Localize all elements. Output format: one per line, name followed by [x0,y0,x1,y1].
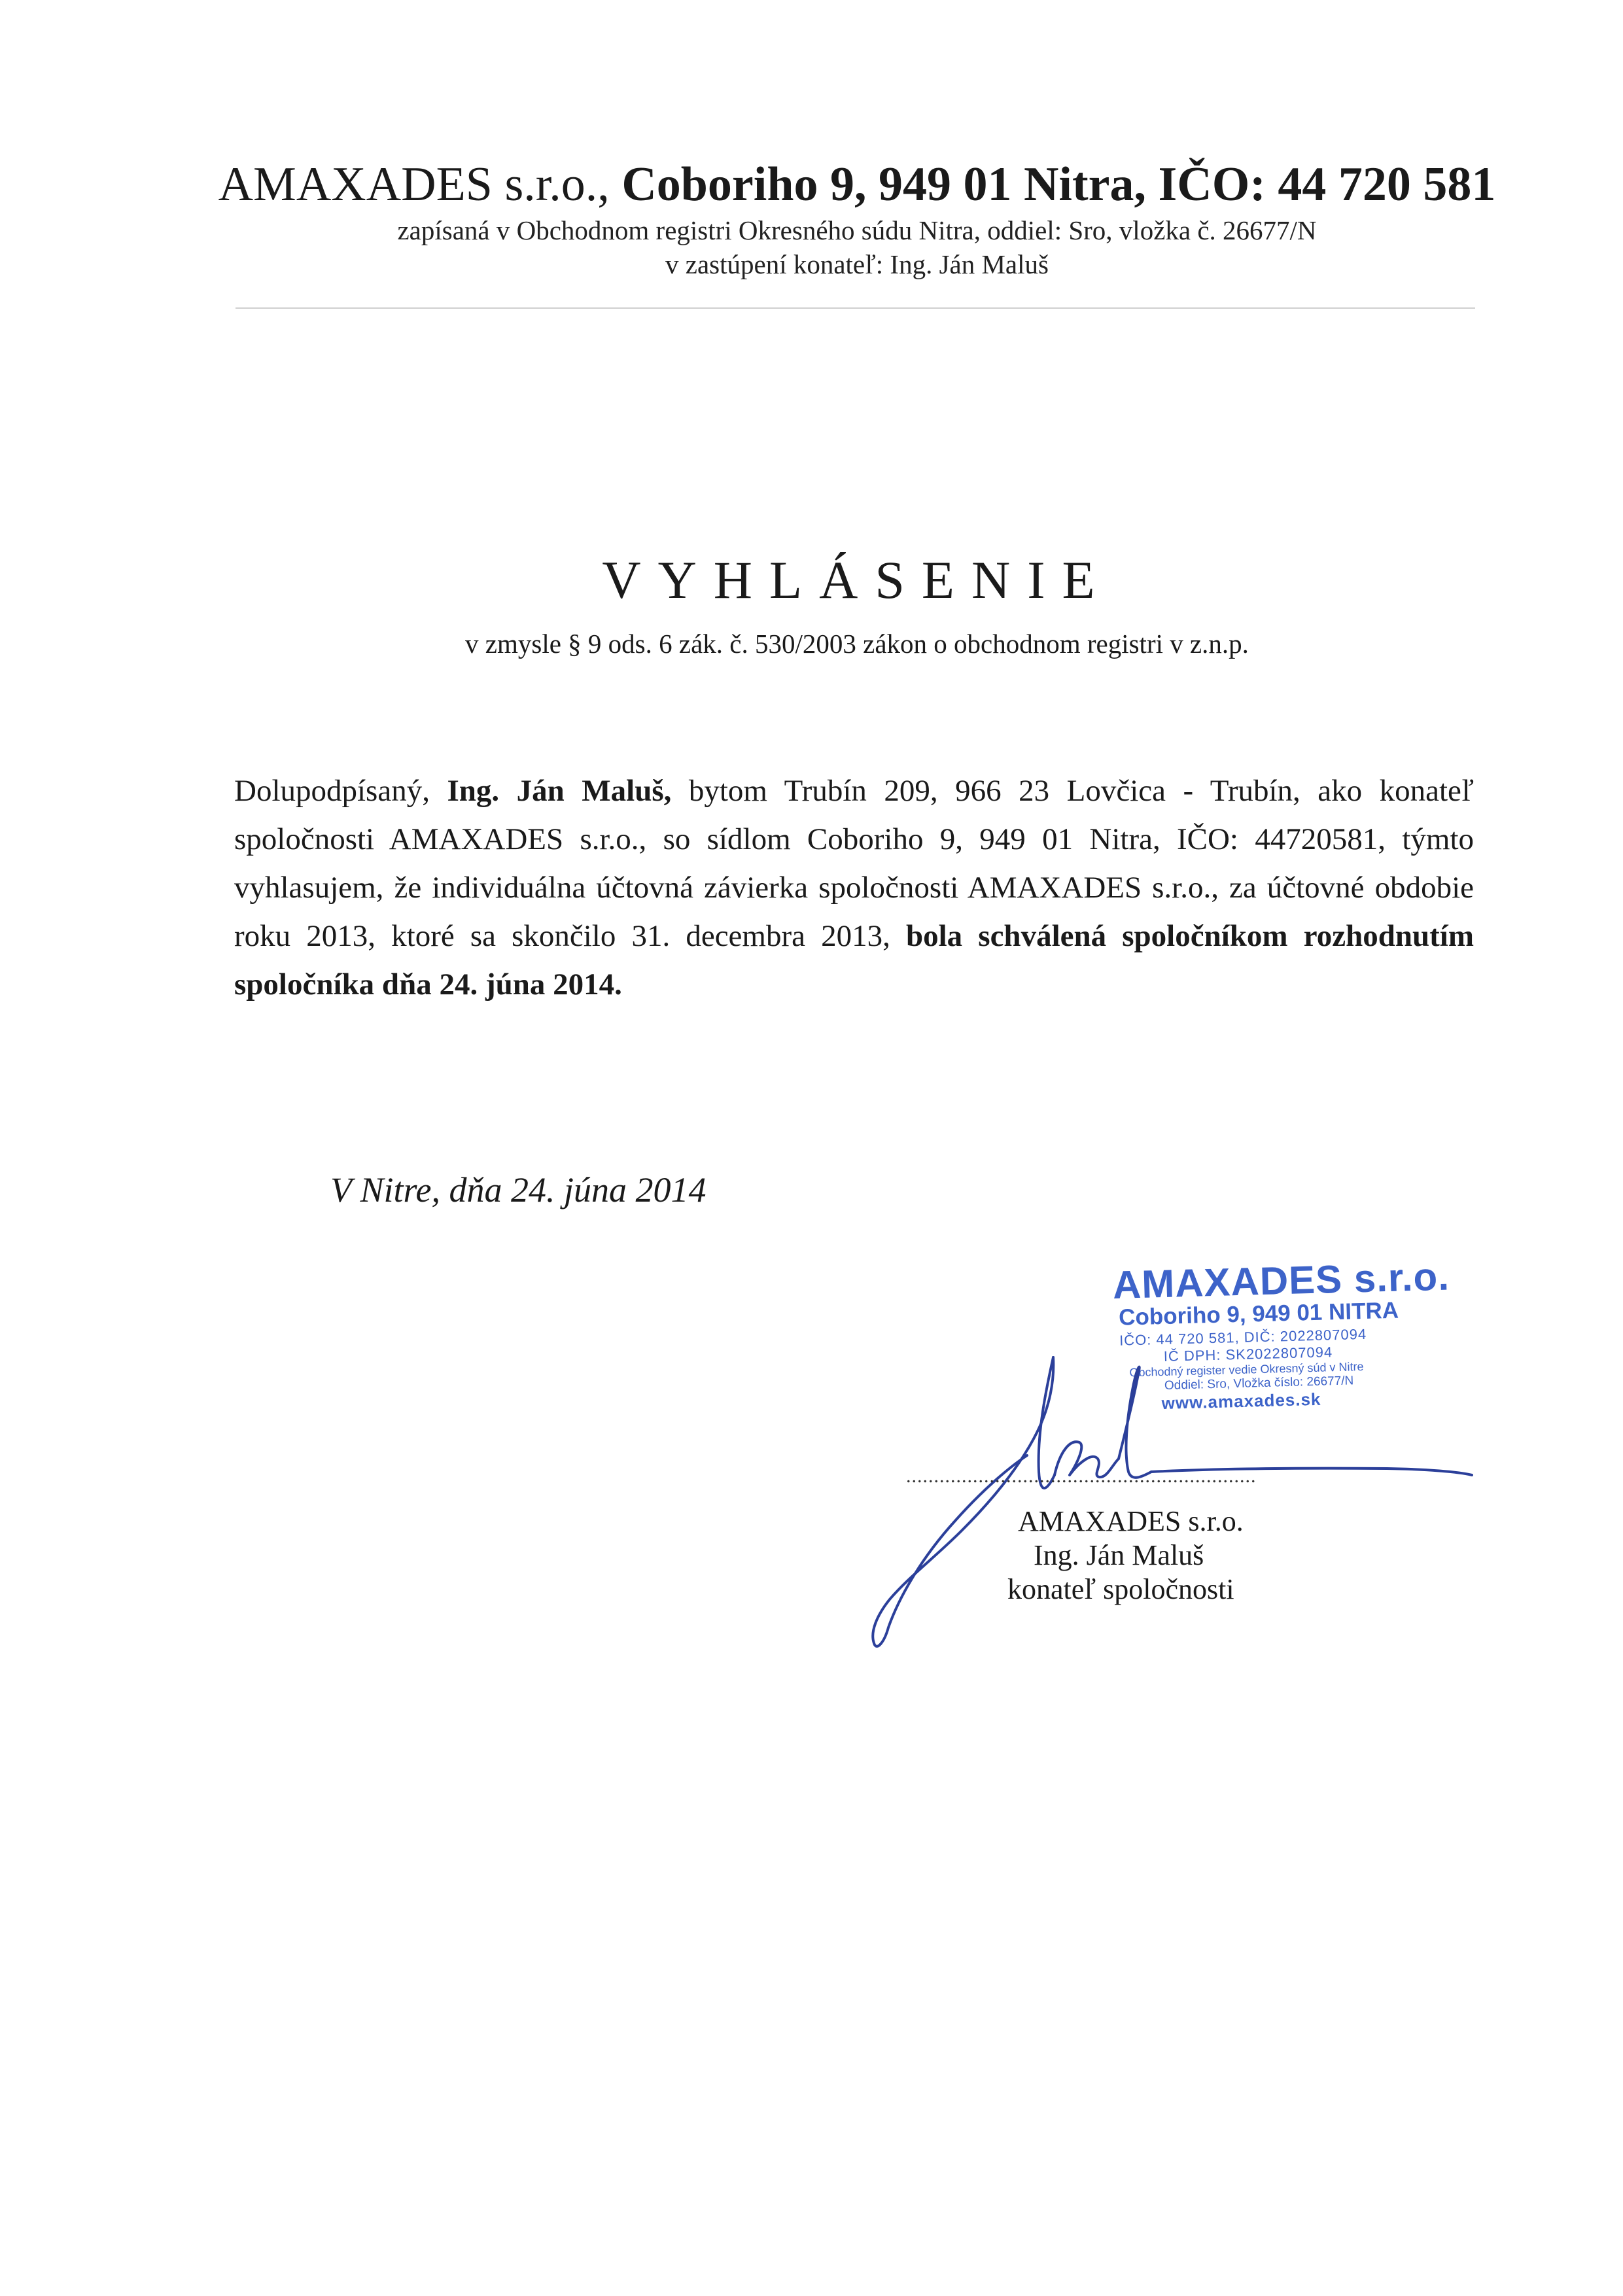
stamp-ids: IČO: 44 720 581, DIČ: 2022807094 [1119,1325,1367,1349]
declaration-approval: bola schválená spoločníkom rozhodnutím spoločníka dňa 24. júna 2014. [234,919,1474,1001]
letterhead-title [0,157,1623,213]
letterhead-company: AMAXADES s.r.o., [218,158,610,211]
declaration-signatory: Ing. Ján Maluš, [447,774,672,808]
declaration-paragraph [234,767,1474,1009]
signature-line: ............................................................... [906,1465,1257,1487]
letterhead-divider [236,307,1475,309]
place-date: V Nitre, dňa 24. júna 2014 [330,1170,707,1209]
stamp-section: Oddiel: Sro, Vložka číslo: 26677/N [1164,1374,1354,1393]
signature-block [929,1505,1348,1607]
sign-person: Ing. Ján Maluš [1034,1539,1204,1571]
declaration-intro: Dolupodpísaný, [234,774,447,808]
sign-role: konateľ spoločnosti [1007,1573,1234,1605]
stamp-address: Coboriho 9, 949 01 NITRA [1118,1297,1399,1331]
stamp-registry: Obchodný register vedie Okresný súd v Nitre [1129,1359,1364,1380]
stamp-vat: IČ DPH: SK2022807094 [1163,1344,1333,1365]
handwritten-signature [811,1334,1492,1661]
document-subtitle: v zmysle § 9 ods. 6 zák. č. 530/2003 zákon o obchodnom registri v z.n.p. [465,629,1249,659]
stamp-web: www.amaxades.sk [1161,1389,1321,1414]
letterhead-representation: v zastúpení konateľ: Ing. Ján Maluš [665,249,1049,279]
declaration-text: bytom Trubín 209, 966 23 Lovčica - Trubín, ako konateľ spoločnosti AMAXADES s.r.o., so sídlom Coboriho 9, 949 01 Nitra, IČO: 44720581, týmto vyhlasujem, že individuálna účtovná závierka spoločnosti AMAXADES s.r.o., za účtovné obdobie roku 2013, ktoré sa skončilo 31. decembra 2013, [234,774,1475,953]
letterhead-address-ico: Coboriho 9, 949 01 Nitra, IČO: 44 720 581 [621,158,1496,211]
document-title: VYHLÁSENIE [602,550,1112,610]
letterhead-registration: zapísaná v Obchodnom registri Okresného súdu Nitra, oddiel: Sro, vložka č. 26677/N [397,215,1317,245]
sign-company: AMAXADES s.r.o. [1018,1505,1244,1537]
stamp-company-name: AMAXADES s.r.o. [1112,1254,1450,1307]
